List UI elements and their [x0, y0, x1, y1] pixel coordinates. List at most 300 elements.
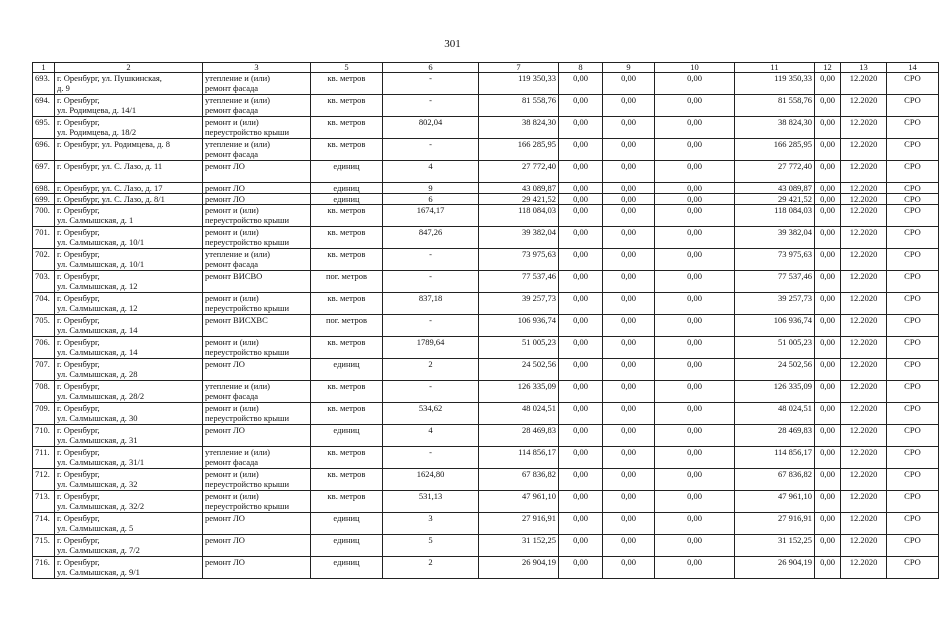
quantity-cell: - [383, 381, 479, 403]
funds-col11-cell: 67 836,82 [735, 469, 815, 491]
method-cell: СРО [887, 227, 939, 249]
funds-col11-cell: 48 024,51 [735, 403, 815, 425]
work-type-line: утепление и (или) [205, 139, 270, 149]
quantity-cell: 847,26 [383, 227, 479, 249]
method-cell: СРО [887, 73, 939, 95]
address-cell [55, 557, 203, 579]
table-row [33, 73, 939, 95]
work-type-line: ремонт и (или) [205, 293, 259, 303]
address-cell [55, 194, 203, 205]
funds-col11-cell: 28 469,83 [735, 425, 815, 447]
funds-col8-cell: 0,00 [559, 315, 603, 337]
funds-col8-cell: 0,00 [559, 557, 603, 579]
total-cost-cell: 31 152,25 [479, 535, 559, 557]
unit-cell: кв. метров [311, 205, 383, 227]
funds-col8-cell: 0,00 [559, 249, 603, 271]
funds-col8-cell: 0,00 [559, 447, 603, 469]
address-line: г. Оренбург, [57, 249, 100, 259]
address-line: ул. Салмышская, д. 32 [57, 479, 138, 489]
funds-col10-cell: 0,00 [655, 359, 735, 381]
quantity-cell: 5 [383, 535, 479, 557]
work-type-line: ремонт и (или) [205, 469, 259, 479]
work-type-cell [203, 227, 311, 249]
work-type-cell [203, 293, 311, 315]
funds-col10-cell: 0,00 [655, 403, 735, 425]
address-cell [55, 403, 203, 425]
funds-col8-cell: 0,00 [559, 194, 603, 205]
funds-col10-cell: 0,00 [655, 513, 735, 535]
quantity-cell: 4 [383, 425, 479, 447]
table-row [33, 293, 939, 315]
column-number: 7 [479, 63, 559, 73]
work-type-cell [203, 117, 311, 139]
work-type-cell [203, 425, 311, 447]
row-number-cell: 693. [33, 73, 55, 95]
work-type-line: переустройство крыши [205, 127, 290, 137]
funds-col10-cell: 0,00 [655, 227, 735, 249]
quantity-cell: 531,13 [383, 491, 479, 513]
table-row [33, 194, 939, 205]
address-line: г. Оренбург, [57, 205, 100, 215]
funds-col9-cell: 0,00 [603, 403, 655, 425]
method-cell: СРО [887, 469, 939, 491]
column-number: 14 [887, 63, 939, 73]
row-number-cell: 711. [33, 447, 55, 469]
address-line: г. Оренбург, ул. Родимцева, д. 8 [57, 139, 170, 149]
funds-col9-cell: 0,00 [603, 227, 655, 249]
quantity-cell: 2 [383, 359, 479, 381]
address-line: ул. Салмышская, д. 14 [57, 347, 138, 357]
method-cell: СРО [887, 249, 939, 271]
funds-col8-cell: 0,00 [559, 491, 603, 513]
unit-cell: пог. метров [311, 315, 383, 337]
funds-col10-cell: 0,00 [655, 381, 735, 403]
column-number: 5 [311, 63, 383, 73]
completion-date-cell: 12.2020 [841, 337, 887, 359]
method-cell: СРО [887, 117, 939, 139]
address-cell [55, 293, 203, 315]
table-row [33, 337, 939, 359]
quantity-cell: 1624,80 [383, 469, 479, 491]
unit-cell: единиц [311, 183, 383, 194]
funds-col11-cell: 118 084,03 [735, 205, 815, 227]
funds-col12-cell: 0,00 [815, 227, 841, 249]
funds-col9-cell: 0,00 [603, 381, 655, 403]
unit-cell: единиц [311, 194, 383, 205]
total-cost-cell: 118 084,03 [479, 205, 559, 227]
address-line: г. Оренбург, ул. С. Лазо, д. 11 [57, 161, 163, 171]
unit-cell: кв. метров [311, 227, 383, 249]
completion-date-cell: 12.2020 [841, 249, 887, 271]
funds-col12-cell: 0,00 [815, 469, 841, 491]
work-type-line: ремонт ЛО [205, 183, 245, 193]
funds-col10-cell: 0,00 [655, 337, 735, 359]
total-cost-cell: 39 257,73 [479, 293, 559, 315]
funds-col12-cell: 0,00 [815, 293, 841, 315]
address-cell [55, 381, 203, 403]
table-row [33, 161, 939, 183]
total-cost-cell: 51 005,23 [479, 337, 559, 359]
table-row [33, 491, 939, 513]
funds-col11-cell: 43 089,87 [735, 183, 815, 194]
work-type-cell [203, 271, 311, 293]
funds-col10-cell: 0,00 [655, 205, 735, 227]
address-line: г. Оренбург, [57, 95, 100, 105]
address-cell [55, 513, 203, 535]
work-type-cell [203, 513, 311, 535]
quantity-cell: - [383, 447, 479, 469]
completion-date-cell: 12.2020 [841, 491, 887, 513]
address-line: ул. Салмышская, д. 30 [57, 413, 138, 423]
total-cost-cell: 38 824,30 [479, 117, 559, 139]
unit-cell: кв. метров [311, 95, 383, 117]
work-type-line: ремонт ЛО [205, 513, 245, 523]
funds-col9-cell: 0,00 [603, 315, 655, 337]
quantity-cell: - [383, 139, 479, 161]
funds-col8-cell: 0,00 [559, 513, 603, 535]
table-row [33, 557, 939, 579]
work-type-cell [203, 359, 311, 381]
work-type-line: утепление и (или) [205, 73, 270, 83]
work-type-line: ремонт ЛО [205, 194, 245, 204]
funds-col10-cell: 0,00 [655, 271, 735, 293]
work-type-line: ремонт и (или) [205, 227, 259, 237]
funds-col11-cell: 73 975,63 [735, 249, 815, 271]
funds-col9-cell: 0,00 [603, 491, 655, 513]
total-cost-cell: 26 904,19 [479, 557, 559, 579]
work-type-line: ремонт ЛО [205, 359, 245, 369]
funds-col12-cell: 0,00 [815, 513, 841, 535]
work-type-cell [203, 194, 311, 205]
funds-col10-cell: 0,00 [655, 117, 735, 139]
funds-col11-cell: 81 558,76 [735, 95, 815, 117]
funds-col11-cell: 77 537,46 [735, 271, 815, 293]
funds-col8-cell: 0,00 [559, 425, 603, 447]
unit-cell: кв. метров [311, 381, 383, 403]
funds-col9-cell: 0,00 [603, 469, 655, 491]
work-type-line: утепление и (или) [205, 95, 270, 105]
address-line: г. Оренбург, [57, 271, 100, 281]
funds-col9-cell: 0,00 [603, 447, 655, 469]
quantity-cell: - [383, 95, 479, 117]
quantity-cell: 4 [383, 161, 479, 183]
table-row [33, 403, 939, 425]
method-cell: СРО [887, 491, 939, 513]
work-type-line: утепление и (или) [205, 249, 270, 259]
funds-col9-cell: 0,00 [603, 194, 655, 205]
row-number-cell: 716. [33, 557, 55, 579]
total-cost-cell: 47 961,10 [479, 491, 559, 513]
method-cell: СРО [887, 161, 939, 183]
quantity-cell: - [383, 315, 479, 337]
funds-col12-cell: 0,00 [815, 117, 841, 139]
completion-date-cell: 12.2020 [841, 139, 887, 161]
funds-col9-cell: 0,00 [603, 183, 655, 194]
address-line: ул. Салмышская, д. 7/2 [57, 545, 140, 555]
work-type-cell [203, 73, 311, 95]
address-line: г. Оренбург, [57, 315, 100, 325]
address-cell [55, 469, 203, 491]
quantity-cell: 6 [383, 194, 479, 205]
address-cell [55, 161, 203, 183]
row-number-cell: 712. [33, 469, 55, 491]
method-cell: СРО [887, 139, 939, 161]
funds-col12-cell: 0,00 [815, 359, 841, 381]
funds-col11-cell: 29 421,52 [735, 194, 815, 205]
quantity-cell: - [383, 73, 479, 95]
unit-cell: кв. метров [311, 73, 383, 95]
address-line: г. Оренбург, [57, 447, 100, 457]
address-line: ул. Салмышская, д. 31/1 [57, 457, 145, 467]
completion-date-cell: 12.2020 [841, 271, 887, 293]
work-type-cell [203, 161, 311, 183]
work-type-line: ремонт и (или) [205, 403, 259, 413]
page-number: 301 [444, 38, 461, 50]
address-line: г. Оренбург, [57, 359, 100, 369]
total-cost-cell: 24 502,56 [479, 359, 559, 381]
funds-col12-cell: 0,00 [815, 139, 841, 161]
address-cell [55, 95, 203, 117]
funds-col10-cell: 0,00 [655, 557, 735, 579]
unit-cell: кв. метров [311, 447, 383, 469]
row-number-cell: 703. [33, 271, 55, 293]
funds-col10-cell: 0,00 [655, 491, 735, 513]
funds-col12-cell: 0,00 [815, 381, 841, 403]
funds-col9-cell: 0,00 [603, 73, 655, 95]
table-row [33, 139, 939, 161]
funds-col12-cell: 0,00 [815, 447, 841, 469]
column-number: 2 [55, 63, 203, 73]
completion-date-cell: 12.2020 [841, 293, 887, 315]
address-line: г. Оренбург, [57, 491, 100, 501]
funds-col10-cell: 0,00 [655, 425, 735, 447]
address-line: г. Оренбург, [57, 117, 100, 127]
funds-col10-cell: 0,00 [655, 183, 735, 194]
table-row [33, 425, 939, 447]
work-type-line: ремонт и (или) [205, 337, 259, 347]
completion-date-cell: 12.2020 [841, 315, 887, 337]
funds-col11-cell: 51 005,23 [735, 337, 815, 359]
table-row [33, 95, 939, 117]
row-number-cell: 709. [33, 403, 55, 425]
funds-col8-cell: 0,00 [559, 293, 603, 315]
funds-col9-cell: 0,00 [603, 337, 655, 359]
table-row [33, 249, 939, 271]
funds-col11-cell: 38 824,30 [735, 117, 815, 139]
completion-date-cell: 12.2020 [841, 117, 887, 139]
address-line: г. Оренбург, [57, 557, 100, 567]
funds-col11-cell: 39 382,04 [735, 227, 815, 249]
work-type-line: ремонт ВИСХВС [205, 315, 268, 325]
funds-col10-cell: 0,00 [655, 249, 735, 271]
funds-col11-cell: 106 936,74 [735, 315, 815, 337]
row-number-cell: 697. [33, 161, 55, 183]
work-type-cell [203, 447, 311, 469]
total-cost-cell: 27 772,40 [479, 161, 559, 183]
total-cost-cell: 73 975,63 [479, 249, 559, 271]
total-cost-cell: 27 916,91 [479, 513, 559, 535]
funds-col8-cell: 0,00 [559, 469, 603, 491]
funds-col12-cell: 0,00 [815, 183, 841, 194]
row-number-cell: 696. [33, 139, 55, 161]
funds-col11-cell: 26 904,19 [735, 557, 815, 579]
table-row [33, 513, 939, 535]
row-number-cell: 713. [33, 491, 55, 513]
address-cell [55, 73, 203, 95]
address-cell [55, 205, 203, 227]
quantity-cell: 1674,17 [383, 205, 479, 227]
funds-col12-cell: 0,00 [815, 403, 841, 425]
funds-col12-cell: 0,00 [815, 73, 841, 95]
method-cell: СРО [887, 403, 939, 425]
column-number: 11 [735, 63, 815, 73]
funds-col8-cell: 0,00 [559, 95, 603, 117]
quantity-cell: 837,18 [383, 293, 479, 315]
funds-col12-cell: 0,00 [815, 205, 841, 227]
row-number-cell: 701. [33, 227, 55, 249]
funds-col11-cell: 31 152,25 [735, 535, 815, 557]
address-line: ул. Салмышская, д. 5 [57, 523, 134, 533]
quantity-cell: 9 [383, 183, 479, 194]
funds-col12-cell: 0,00 [815, 425, 841, 447]
row-number-cell: 698. [33, 183, 55, 194]
work-type-cell [203, 403, 311, 425]
funds-col11-cell: 27 916,91 [735, 513, 815, 535]
funds-col12-cell: 0,00 [815, 535, 841, 557]
address-line: ул. Салмышская, д. 10/1 [57, 259, 145, 269]
unit-cell: кв. метров [311, 337, 383, 359]
address-cell [55, 447, 203, 469]
address-line: г. Оренбург, [57, 403, 100, 413]
completion-date-cell: 12.2020 [841, 513, 887, 535]
address-cell [55, 271, 203, 293]
total-cost-cell: 81 558,76 [479, 95, 559, 117]
table-row [33, 535, 939, 557]
work-type-cell [203, 139, 311, 161]
total-cost-cell: 67 836,82 [479, 469, 559, 491]
work-type-line: ремонт фасада [205, 83, 259, 93]
work-type-line: утепление и (или) [205, 447, 270, 457]
address-cell [55, 183, 203, 194]
column-number-row [33, 63, 939, 73]
completion-date-cell: 12.2020 [841, 425, 887, 447]
completion-date-cell: 12.2020 [841, 447, 887, 469]
work-type-line: переустройство крыши [205, 347, 290, 357]
address-line: г. Оренбург, ул. С. Лазо, д. 8/1 [57, 194, 165, 204]
completion-date-cell: 12.2020 [841, 95, 887, 117]
column-number: 1 [33, 63, 55, 73]
funds-col10-cell: 0,00 [655, 95, 735, 117]
funds-col9-cell: 0,00 [603, 513, 655, 535]
completion-date-cell: 12.2020 [841, 557, 887, 579]
work-type-cell [203, 337, 311, 359]
address-line: д. 9 [57, 83, 70, 93]
completion-date-cell: 12.2020 [841, 227, 887, 249]
work-type-line: ремонт и (или) [205, 205, 259, 215]
funds-col12-cell: 0,00 [815, 95, 841, 117]
table-row [33, 315, 939, 337]
column-number: 9 [603, 63, 655, 73]
funds-col9-cell: 0,00 [603, 95, 655, 117]
address-line: ул. Родимцева, д. 18/2 [57, 127, 137, 137]
funds-col12-cell: 0,00 [815, 271, 841, 293]
completion-date-cell: 12.2020 [841, 359, 887, 381]
work-type-line: ремонт ЛО [205, 535, 245, 545]
work-type-line: ремонт и (или) [205, 491, 259, 501]
total-cost-cell: 28 469,83 [479, 425, 559, 447]
funds-col10-cell: 0,00 [655, 447, 735, 469]
funds-col11-cell: 27 772,40 [735, 161, 815, 183]
method-cell: СРО [887, 183, 939, 194]
address-line: ул. Салмышская, д. 9/1 [57, 567, 140, 577]
address-cell [55, 425, 203, 447]
work-type-cell [203, 183, 311, 194]
unit-cell: кв. метров [311, 249, 383, 271]
funds-col10-cell: 0,00 [655, 293, 735, 315]
method-cell: СРО [887, 337, 939, 359]
funds-col8-cell: 0,00 [559, 183, 603, 194]
quantity-cell: 534,62 [383, 403, 479, 425]
column-number: 3 [203, 63, 311, 73]
funds-col12-cell: 0,00 [815, 557, 841, 579]
funds-col9-cell: 0,00 [603, 139, 655, 161]
row-number-cell: 694. [33, 95, 55, 117]
table-row [33, 227, 939, 249]
row-number-cell: 702. [33, 249, 55, 271]
unit-cell: единиц [311, 425, 383, 447]
work-type-cell [203, 557, 311, 579]
row-number-cell: 710. [33, 425, 55, 447]
total-cost-cell: 114 856,17 [479, 447, 559, 469]
funds-col12-cell: 0,00 [815, 337, 841, 359]
address-line: ул. Салмышская, д. 14 [57, 325, 138, 335]
table-body [33, 63, 939, 579]
funds-col12-cell: 0,00 [815, 315, 841, 337]
unit-cell: единиц [311, 513, 383, 535]
method-cell: СРО [887, 315, 939, 337]
column-number: 6 [383, 63, 479, 73]
quantity-cell: - [383, 271, 479, 293]
work-type-cell [203, 205, 311, 227]
funds-col10-cell: 0,00 [655, 535, 735, 557]
work-type-cell [203, 381, 311, 403]
completion-date-cell: 12.2020 [841, 73, 887, 95]
funds-col9-cell: 0,00 [603, 117, 655, 139]
work-type-line: ремонт фасада [205, 149, 259, 159]
funds-col9-cell: 0,00 [603, 359, 655, 381]
work-type-line: переустройство крыши [205, 237, 290, 247]
method-cell: СРО [887, 95, 939, 117]
work-type-cell [203, 315, 311, 337]
work-type-cell [203, 469, 311, 491]
address-line: г. Оренбург, [57, 469, 100, 479]
method-cell: СРО [887, 425, 939, 447]
address-cell [55, 139, 203, 161]
row-number-cell: 707. [33, 359, 55, 381]
table-row [33, 359, 939, 381]
address-line: г. Оренбург, [57, 425, 100, 435]
funds-col10-cell: 0,00 [655, 139, 735, 161]
completion-date-cell: 12.2020 [841, 469, 887, 491]
total-cost-cell: 48 024,51 [479, 403, 559, 425]
address-line: ул. Салмышская, д. 1 [57, 215, 134, 225]
unit-cell: единиц [311, 161, 383, 183]
funds-col10-cell: 0,00 [655, 161, 735, 183]
total-cost-cell: 106 936,74 [479, 315, 559, 337]
funds-col8-cell: 0,00 [559, 117, 603, 139]
address-cell [55, 535, 203, 557]
method-cell: СРО [887, 381, 939, 403]
